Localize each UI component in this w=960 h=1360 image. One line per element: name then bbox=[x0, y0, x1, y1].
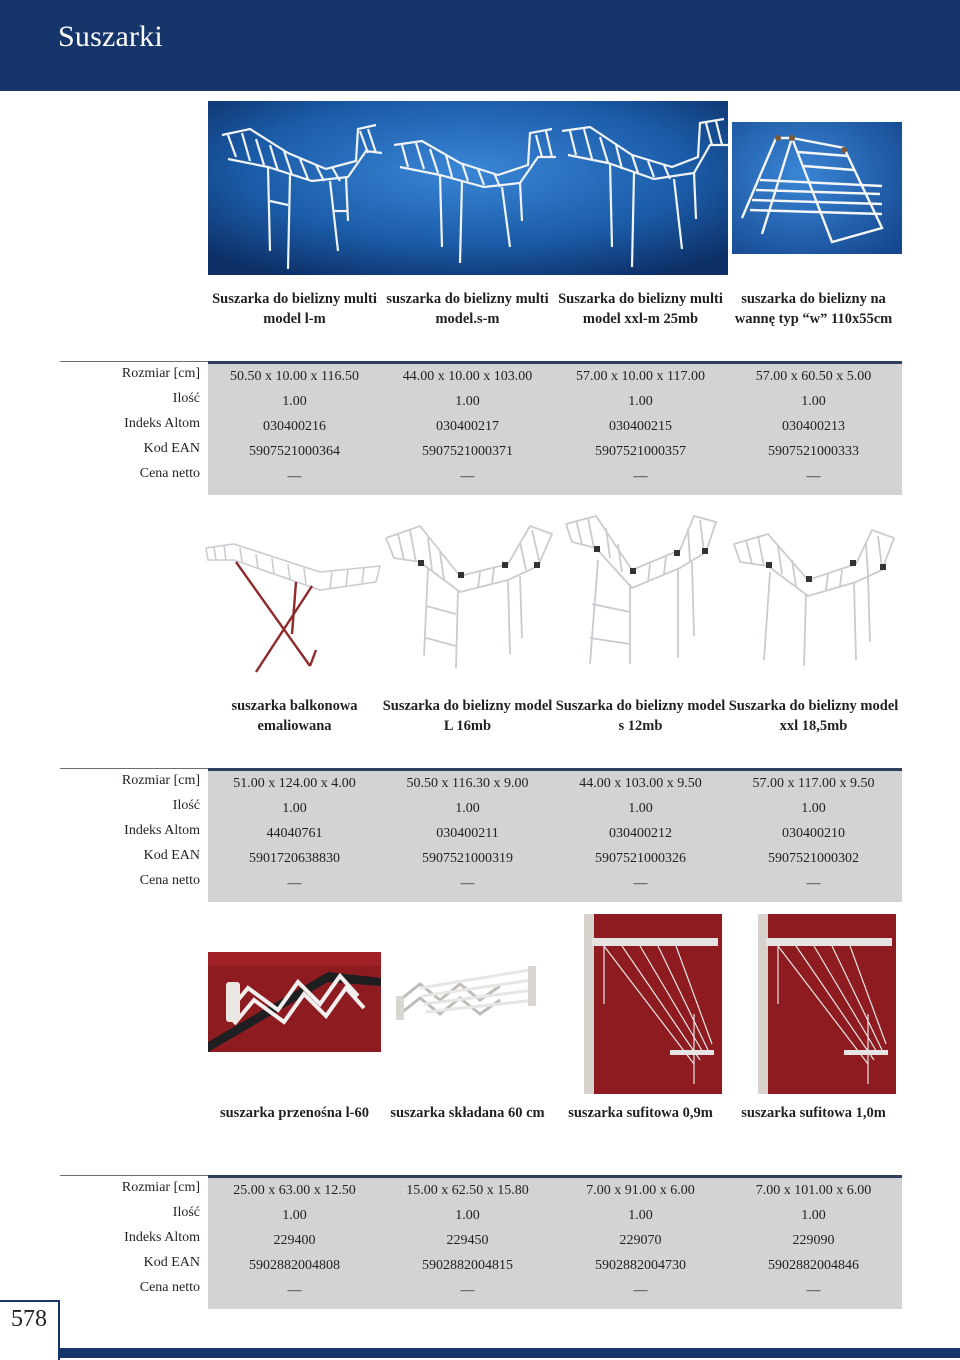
label-ilosc: Ilość bbox=[172, 391, 200, 406]
cell-ilosc: 1.00 bbox=[801, 1208, 826, 1223]
cell-rozmiar: 50.50 x 116.30 x 9.00 bbox=[406, 776, 529, 791]
product-photo-8 bbox=[390, 960, 550, 1040]
cell-cena: — bbox=[460, 1283, 475, 1298]
cell-ilosc: 1.00 bbox=[455, 1208, 480, 1223]
product-photo-9 bbox=[584, 914, 722, 1094]
label-cena: Cena netto bbox=[139, 466, 200, 481]
cell-ilosc: 1.00 bbox=[282, 801, 307, 816]
product-photo-5 bbox=[560, 508, 720, 670]
cell-ilosc: 1.00 bbox=[282, 394, 307, 409]
spec-table bbox=[208, 361, 902, 495]
cell-ilosc: 1.00 bbox=[628, 1208, 653, 1223]
ceiling-rack-icon bbox=[584, 914, 722, 1094]
label-indeks: Indeks Altom bbox=[124, 1230, 200, 1245]
cell-cena: — bbox=[806, 1283, 821, 1298]
cell-ean: 5907521000319 bbox=[422, 851, 513, 866]
cell-ean: 5907521000357 bbox=[595, 444, 686, 459]
cell-indeks: 030400215 bbox=[609, 419, 672, 434]
cell-indeks: 030400210 bbox=[782, 826, 845, 841]
cell-cena: — bbox=[287, 876, 302, 891]
cell-rozmiar: 25.00 x 63.00 x 12.50 bbox=[233, 1183, 356, 1198]
footer-bar bbox=[60, 1348, 960, 1358]
cell-indeks: 030400213 bbox=[782, 419, 845, 434]
cell-indeks: 229070 bbox=[619, 1233, 662, 1248]
winged-drying-rack-icon bbox=[208, 101, 728, 275]
product-photo-6 bbox=[728, 520, 898, 670]
winged-drying-rack-icon bbox=[560, 508, 720, 670]
cell-cena: — bbox=[633, 1283, 648, 1298]
cell-cena: — bbox=[806, 876, 821, 891]
cell-rozmiar: 7.00 x 91.00 x 6.00 bbox=[586, 1183, 695, 1198]
product-photo-1 bbox=[208, 101, 728, 275]
product-name: suszarka do bielizny multi model.s-m bbox=[386, 291, 549, 327]
cell-cena: — bbox=[460, 469, 475, 484]
cell-ilosc: 1.00 bbox=[801, 801, 826, 816]
cell-indeks: 030400212 bbox=[609, 826, 672, 841]
cell-ean: 5902882004730 bbox=[595, 1258, 686, 1273]
cell-ean: 5901720638830 bbox=[249, 851, 340, 866]
label-indeks: Indeks Altom bbox=[124, 823, 200, 838]
cell-rozmiar: 57.00 x 10.00 x 117.00 bbox=[576, 369, 705, 384]
winged-drying-rack-icon bbox=[728, 520, 898, 670]
label-rozmiar: Rozmiar [cm] bbox=[121, 773, 200, 788]
label-ean: Kod EAN bbox=[143, 848, 200, 863]
spec-table bbox=[208, 1175, 902, 1309]
cell-indeks: 229400 bbox=[273, 1233, 316, 1248]
cell-rozmiar: 57.00 x 60.50 x 5.00 bbox=[755, 369, 872, 384]
product-name: suszarka do bielizny na wannę typ “w” 110x55cm bbox=[734, 291, 893, 327]
cell-rozmiar: 51.00 x 124.00 x 4.00 bbox=[233, 776, 356, 791]
product-photo-2 bbox=[732, 122, 902, 254]
cell-ean: 5902882004815 bbox=[422, 1258, 513, 1273]
cell-ilosc: 1.00 bbox=[628, 394, 653, 409]
cell-rozmiar: 7.00 x 101.00 x 6.00 bbox=[755, 1183, 872, 1198]
label-ilosc: Ilość bbox=[172, 1205, 200, 1220]
product-photo-3 bbox=[200, 530, 385, 680]
product-name: Suszarka do bielizny multi model xxl-m 25mb bbox=[558, 291, 723, 327]
label-ean: Kod EAN bbox=[143, 1255, 200, 1270]
cell-cena: — bbox=[460, 876, 475, 891]
cell-ilosc: 1.00 bbox=[282, 1208, 307, 1223]
cell-cena: — bbox=[287, 1283, 302, 1298]
page-number: 578 bbox=[11, 1306, 47, 1332]
product-name: suszarka sufitowa 1,0m bbox=[741, 1105, 886, 1121]
folding-wall-rack-icon bbox=[390, 960, 550, 1040]
product-name: suszarka sufitowa 0,9m bbox=[568, 1105, 713, 1121]
spec-table bbox=[208, 768, 902, 902]
portable-radiator-rack-icon bbox=[208, 952, 381, 1052]
cell-ilosc: 1.00 bbox=[455, 394, 480, 409]
cell-rozmiar: 44.00 x 10.00 x 103.00 bbox=[402, 369, 533, 384]
product-name: Suszarka do bielizny multi model l-m bbox=[212, 291, 377, 327]
cell-rozmiar: 57.00 x 117.00 x 9.50 bbox=[752, 776, 875, 791]
label-ilosc: Ilość bbox=[172, 798, 200, 813]
product-name: Suszarka do bielizny model L 16mb bbox=[382, 698, 553, 734]
label-rozmiar: Rozmiar [cm] bbox=[121, 1180, 200, 1195]
cell-ilosc: 1.00 bbox=[455, 801, 480, 816]
cell-indeks: 030400216 bbox=[263, 419, 326, 434]
cell-ean: 5907521000302 bbox=[768, 851, 859, 866]
product-name: suszarka przenośna l-60 bbox=[219, 1105, 370, 1121]
label-rozmiar: Rozmiar [cm] bbox=[121, 366, 200, 381]
label-cena: Cena netto bbox=[139, 873, 200, 888]
cell-ean: 5907521000333 bbox=[768, 444, 859, 459]
product-name: Suszarka do bielizny model s 12mb bbox=[555, 698, 726, 734]
product-photo-10 bbox=[758, 914, 896, 1094]
cell-rozmiar: 44.00 x 103.00 x 9.50 bbox=[579, 776, 702, 791]
label-indeks: Indeks Altom bbox=[124, 416, 200, 431]
cell-cena: — bbox=[806, 469, 821, 484]
product-photo-4 bbox=[380, 516, 555, 671]
label-cena: Cena netto bbox=[139, 1280, 200, 1295]
cell-ilosc: 1.00 bbox=[801, 394, 826, 409]
cell-cena: — bbox=[287, 469, 302, 484]
ceiling-rack-icon bbox=[758, 914, 896, 1094]
cell-indeks: 44040761 bbox=[266, 826, 323, 841]
bathtub-drying-rack-icon bbox=[732, 122, 902, 254]
balcony-drying-rack-icon bbox=[200, 530, 385, 680]
cell-ean: 5902882004808 bbox=[249, 1258, 340, 1273]
cell-ilosc: 1.00 bbox=[628, 801, 653, 816]
product-name: suszarka balkonowa emaliowana bbox=[231, 698, 358, 734]
cell-indeks: 229090 bbox=[792, 1233, 835, 1248]
product-name: suszarka składana 60 cm bbox=[390, 1105, 545, 1121]
product-name: Suszarka do bielizny model xxl 18,5mb bbox=[728, 698, 899, 734]
cell-ean: 5907521000326 bbox=[595, 851, 686, 866]
cell-ean: 5907521000364 bbox=[249, 444, 340, 459]
cell-indeks: 030400217 bbox=[436, 419, 499, 434]
cell-indeks: 229450 bbox=[446, 1233, 489, 1248]
product-photo-7 bbox=[208, 952, 381, 1052]
cell-rozmiar: 15.00 x 62.50 x 15.80 bbox=[406, 1183, 529, 1198]
cell-cena: — bbox=[633, 876, 648, 891]
cell-cena: — bbox=[633, 469, 648, 484]
cell-ean: 5902882004846 bbox=[768, 1258, 859, 1273]
page-title: Suszarki bbox=[58, 20, 163, 53]
cell-rozmiar: 50.50 x 10.00 x 116.50 bbox=[230, 369, 359, 384]
cell-indeks: 030400211 bbox=[436, 826, 499, 841]
cell-ean: 5907521000371 bbox=[422, 444, 513, 459]
winged-drying-rack-icon bbox=[380, 516, 555, 671]
label-ean: Kod EAN bbox=[143, 441, 200, 456]
